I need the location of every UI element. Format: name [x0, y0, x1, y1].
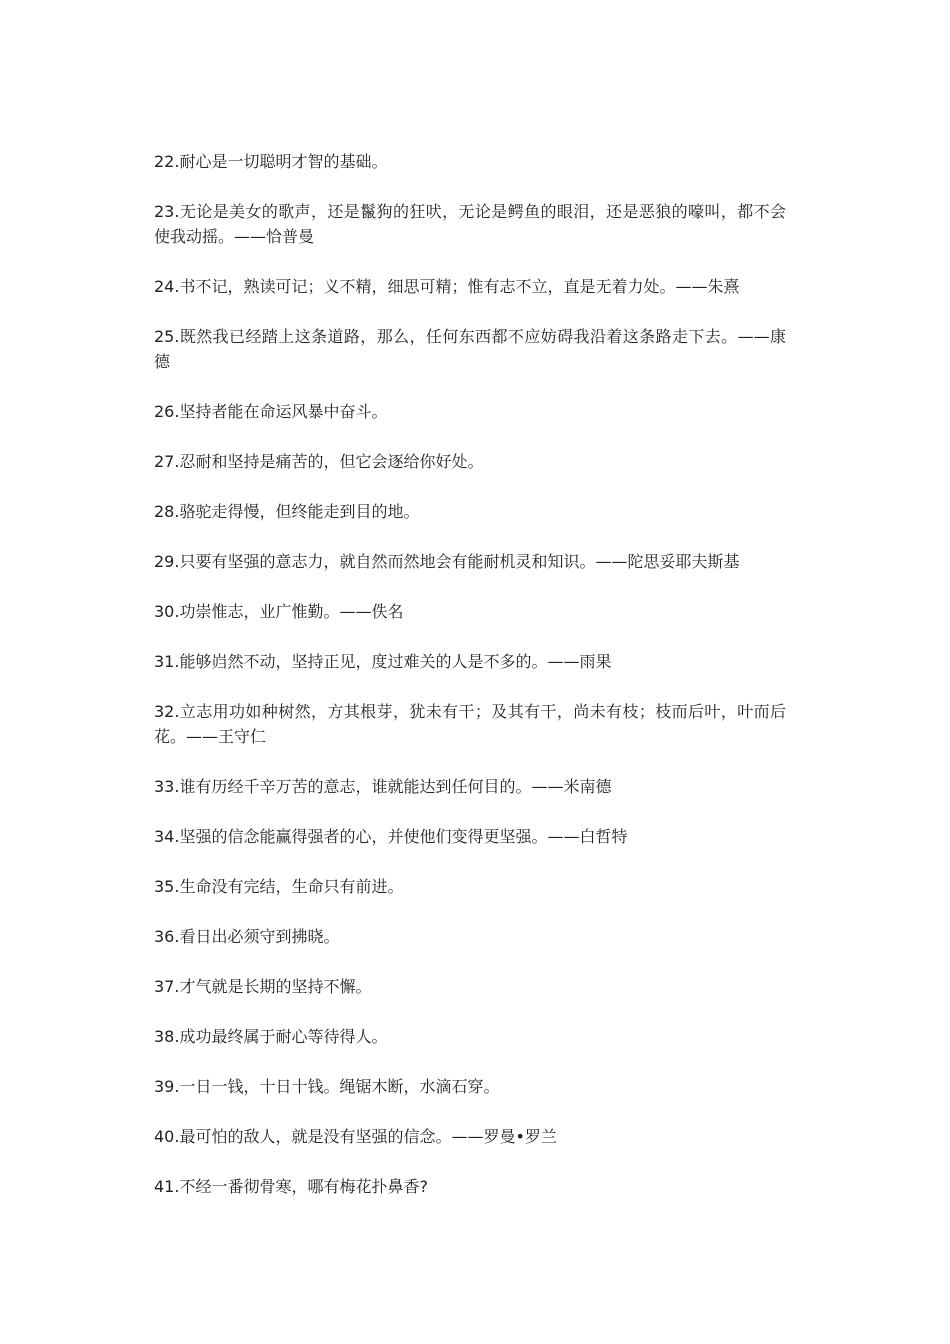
quote-item: 37.才气就是长期的坚持不懈。 — [154, 977, 372, 996]
quote-item: 27.忍耐和坚持是痛苦的，但它会逐给你好处。 — [154, 452, 484, 471]
quote-item: 28.骆驼走得慢，但终能走到目的地。 — [154, 502, 420, 521]
quote-item: 35.生命没有完结，生命只有前进。 — [154, 877, 404, 896]
quote-item: 40.最可怕的敌人，就是没有坚强的信念。——罗曼•罗兰 — [154, 1127, 557, 1146]
quote-item: 23.无论是美女的歌声，还是鬣狗的狂吠，无论是鳄鱼的眼泪，还是恶狼的嚎叫，都不会使我动摇。——恰普曼 — [154, 202, 786, 246]
quote-item: 26.坚持者能在命运风暴中奋斗。 — [154, 402, 388, 421]
quote-item: 24.书不记，熟读可记；义不精，细思可精；惟有志不立，直是无着力处。——朱熹 — [154, 277, 740, 296]
quote-item: 39.一日一钱，十日十钱。绳锯木断，水滴石穿。 — [154, 1077, 500, 1096]
quote-item: 33.谁有历经千辛万苦的意志，谁就能达到任何目的。——米南德 — [154, 777, 612, 796]
quote-item: 31.能够岿然不动，坚持正见，度过难关的人是不多的。——雨果 — [154, 652, 612, 671]
quote-item: 34.坚强的信念能赢得强者的心，并使他们变得更坚强。——白哲特 — [154, 827, 628, 846]
quote-item: 25.既然我已经踏上这条道路，那么，任何东西都不应妨碍我沿着这条路走下去。——康德 — [154, 327, 786, 371]
quote-item: 29.只要有坚强的意志力，就自然而然地会有能耐机灵和知识。——陀思妥耶夫斯基 — [154, 552, 740, 571]
quote-item: 32.立志用功如种树然，方其根芽，犹未有干；及其有干，尚未有枝；枝而后叶，叶而后花。——王守仁 — [154, 702, 786, 746]
quote-item: 30.功崇惟志，业广惟勤。——佚名 — [154, 602, 404, 621]
quote-item: 22.耐心是一切聪明才智的基础。 — [154, 152, 388, 171]
quote-item: 36.看日出必须守到拂晓。 — [154, 927, 340, 946]
quote-item: 38.成功最终属于耐心等待得人。 — [154, 1027, 388, 1046]
quote-list — [154, 149, 786, 1224]
quote-item: 41.不经一番彻骨寒，哪有梅花扑鼻香? — [154, 1177, 428, 1196]
